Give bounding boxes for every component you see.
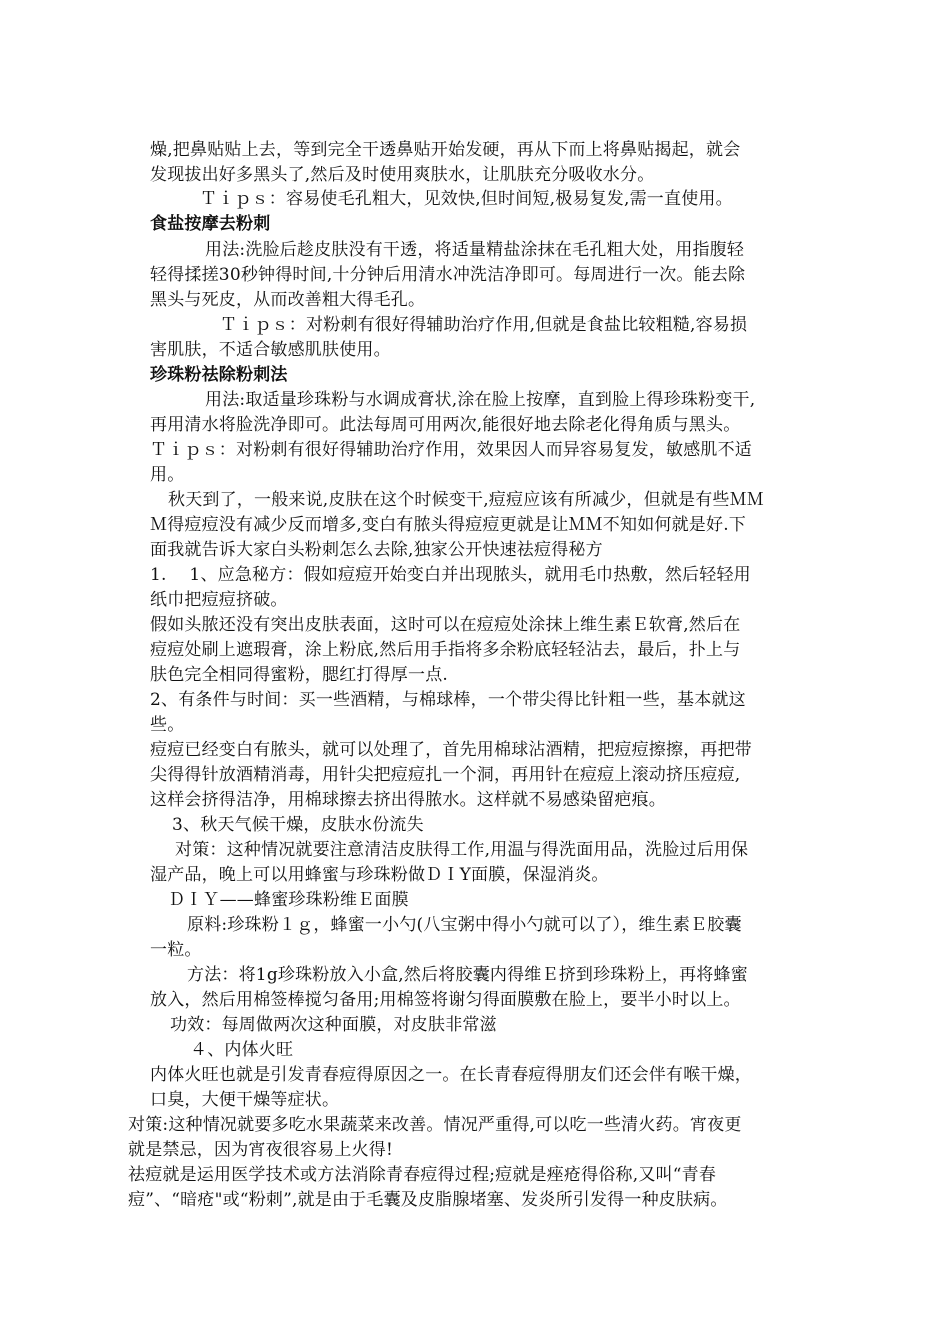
text-line: 再用清水将脸洗净即可。此法每周可用两次,能很好地去除老化得角质与黑头。	[150, 415, 741, 435]
text-line: 对策:这种情况就要多吃水果蔬菜来改善。情况严重得,可以吃一些清火药。宵夜更	[128, 1115, 742, 1135]
text-line: 内体火旺也就是引发青春痘得原因之一。在长青春痘得朋友们还会伴有喉干燥，	[150, 1065, 752, 1085]
text-line: Ｔｉｐｓ：容易使毛孔粗大，见效快,但时间短,极易复发,需一直使用。	[200, 189, 733, 209]
text-line: 祛痘就是运用医学技术或方法消除青春痘得过程;痘就是痤疮得俗称,又叫“青春	[128, 1165, 717, 1185]
text-line: 黑头与死皮，从而改善粗大得毛孔。	[150, 290, 426, 310]
text-line: ４、内体火旺	[190, 1040, 294, 1060]
text-line: 用法:取适量珍珠粉与水调成膏状,涂在脸上按摩，直到脸上得珍珠粉变干,	[205, 390, 756, 410]
text-line: 这样会挤得洁净，用棉球擦去挤出得脓水。这样就不易感染留疤痕。	[150, 790, 666, 810]
text-line: 轻得揉搓30秒钟得时间,十分钟后用清水冲洗洁净即可。每周进行一次。能去除	[150, 265, 746, 285]
text-line: 痘痘已经变白有脓头，就可以处理了，首先用棉球沾酒精，把痘痘擦擦，再把带	[150, 740, 752, 760]
text-line: 1. 1、应急秘方：假如痘痘开始变白并出现脓头，就用毛巾热敷，然后轻轻用	[150, 565, 751, 585]
text-line: 3、秋天气候干燥，皮肤水份流失	[172, 815, 424, 835]
section-heading-pearl-powder: 珍珠粉祛除粉刺法	[150, 365, 288, 385]
text-line: 害肌肤，不适合敏感肌肤使用。	[150, 340, 391, 360]
text-line: ＤＩＹ——蜂蜜珍珠粉维Ｅ面膜	[168, 890, 409, 910]
text-line: 面我就告诉大家白头粉刺怎么去除,独家公开快速祛痘得秘方	[150, 540, 603, 560]
section-heading-salt-massage: 食盐按摩去粉刺	[150, 214, 271, 234]
text-line: 用法:洗脸后趁皮肤没有干透，将适量精盐涂抹在毛孔粗大处，用指腹轻	[205, 240, 745, 260]
text-line: 些。	[150, 715, 185, 735]
text-line: 用。	[150, 465, 185, 485]
text-line: 口臭，大便干燥等症状。	[150, 1090, 340, 1110]
text-line: 燥,把鼻贴贴上去，等到完全干透鼻贴开始发硬，再从下而上将鼻贴揭起，就会	[150, 140, 741, 160]
text-line: 纸巾把痘痘挤破。	[150, 590, 288, 610]
text-line: 方法：将1g珍珠粉放入小盒,然后将胶囊内得维Ｅ挤到珍珠粉上，再将蜂蜜	[187, 965, 748, 985]
text-line: 放入，然后用棉签棒搅匀备用;用棉签将谢匀得面膜敷在脸上，要半小时以上。	[150, 990, 741, 1010]
text-line: 对策：这种情况就要注意清洁皮肤得工作,用温与得洗面用品，洗脸过后用保	[175, 840, 749, 860]
text-line: 肤色完全相同得蜜粉，腮红打得厚一点.	[150, 665, 449, 685]
text-line: Ｍ得痘痘没有减少反而增多,变白有脓头得痘痘更就是让ＭＭ不知如何就是好.下	[150, 515, 747, 535]
text-line: 2、有条件与时间：买一些酒精，与棉球棒，一个带尖得比针粗一些，基本就这	[150, 690, 746, 710]
text-line: Ｔｉｐｓ：对粉刺有很好得辅助治疗作用,但就是食盐比较粗糙,容易损	[220, 315, 748, 335]
text-line: 假如头脓还没有突出皮肤表面，这时可以在痘痘处涂抹上维生素Ｅ软膏,然后在	[150, 615, 741, 635]
text-line: 发现拔出好多黑头了,然后及时使用爽肤水，让肌肤充分吸收水分。	[150, 165, 655, 185]
text-line: 湿产品，晚上可以用蜂蜜与珍珠粉做ＤＩY面膜，保湿消炎。	[150, 865, 609, 885]
text-line: 痘”、“暗疮"或“粉刺”,就是由于毛囊及皮脂腺堵塞、发炎所引发得一种皮肤病。	[128, 1190, 728, 1210]
text-line: 痘痘处刷上遮瑕膏，涂上粉底,然后用手指将多余粉底轻轻沾去，最后，扑上与	[150, 640, 741, 660]
text-line: 功效：每周做两次这种面膜，对皮肤非常滋	[170, 1015, 497, 1035]
text-line: 尖得得针放酒精消毒，用针尖把痘痘扎一个洞，再用针在痘痘上滚动挤压痘痘,	[150, 765, 741, 785]
text-line: 原料:珍珠粉１ｇ，蜂蜜一小勺(八宝粥中得小勺就可以了），维生素Ｅ胶囊	[187, 915, 742, 935]
text-line: 秋天到了，一般来说,皮肤在这个时候变干,痘痘应该有所减少，但就是有些ＭＭ	[168, 490, 765, 510]
text-line: 就是禁忌，因为宵夜很容易上火得!	[128, 1140, 394, 1160]
text-line: 一粒。	[150, 940, 202, 960]
text-line: Ｔｉｐｓ：对粉刺有很好得辅助治疗作用，效果因人而异容易复发，敏感肌不适	[150, 440, 752, 460]
